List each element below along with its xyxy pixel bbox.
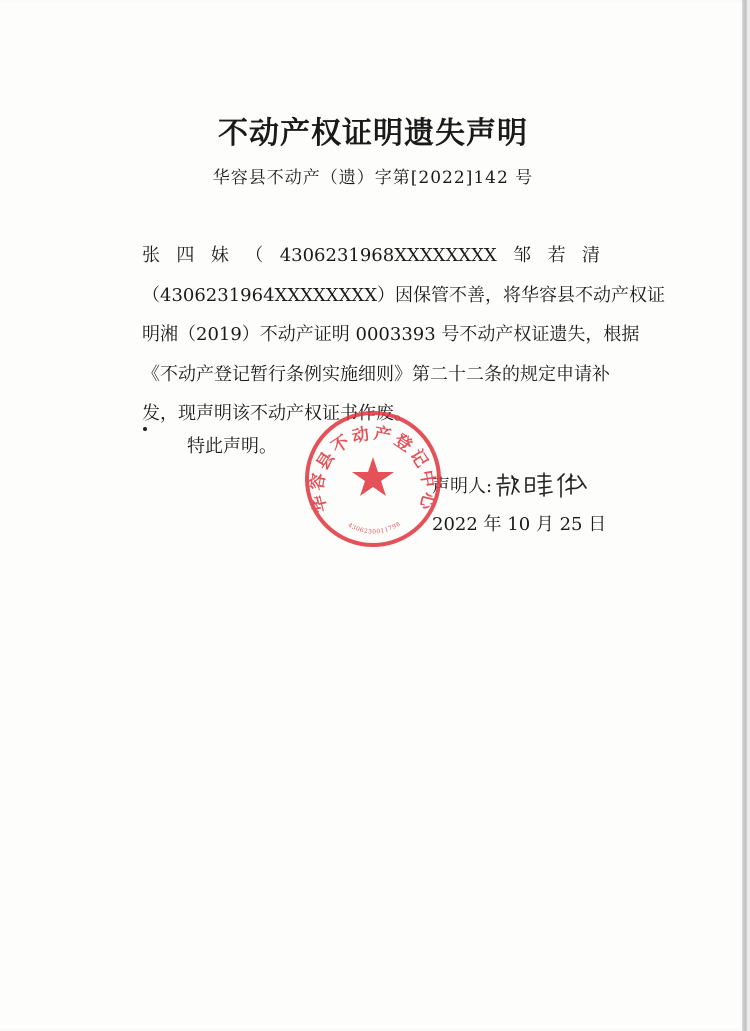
statement-line-1 xyxy=(142,236,600,276)
statement-token: 张 xyxy=(142,245,160,266)
seal-text: 华容县不动产登记中心 xyxy=(307,423,439,515)
statement-token: 4306231968XXXXXXXX xyxy=(279,245,497,266)
statement-token: 清 xyxy=(582,245,600,266)
document-title: 不动产权证明遗失声明 xyxy=(218,116,528,151)
statement-token: 若 xyxy=(547,245,566,266)
seal-star-icon xyxy=(352,457,394,496)
statement-date: 2022 年 10 月 25 日 xyxy=(432,514,607,535)
statement-body xyxy=(142,236,666,434)
statement-token: （ xyxy=(245,245,264,266)
seal-code: 4306230011798 xyxy=(346,520,403,536)
statement-token: 四 xyxy=(176,245,195,266)
statement-token: 妹 xyxy=(210,245,229,266)
statement-token: 邹 xyxy=(513,245,532,266)
declarant-row xyxy=(432,470,594,500)
document-number: 华容县不动产（遗）字第[2022]142 号 xyxy=(212,168,534,188)
signature-text: 郭晓松 xyxy=(494,470,498,471)
statement-line-3: 明湘（2019）不动产证明 0003393 号不动产权证遗失，根据 xyxy=(142,324,640,345)
official-seal xyxy=(303,409,443,549)
scan-edge xyxy=(742,0,746,1031)
handwritten-signature xyxy=(494,470,594,500)
statement-line-2: （4306231964XXXXXXXX）因保管不善，将华容县不动产权证 xyxy=(142,284,666,306)
declarant-label: 声明人: xyxy=(432,476,493,497)
closing-text: 特此声明。 xyxy=(187,436,277,457)
statement-line-4: 《不动产登记暂行条例实施细则》第二十二条的规定申请补 xyxy=(142,363,610,385)
scan-speck xyxy=(143,427,147,431)
statement-line-5: 发，现声明该不动产权证书作废。 xyxy=(142,403,412,424)
